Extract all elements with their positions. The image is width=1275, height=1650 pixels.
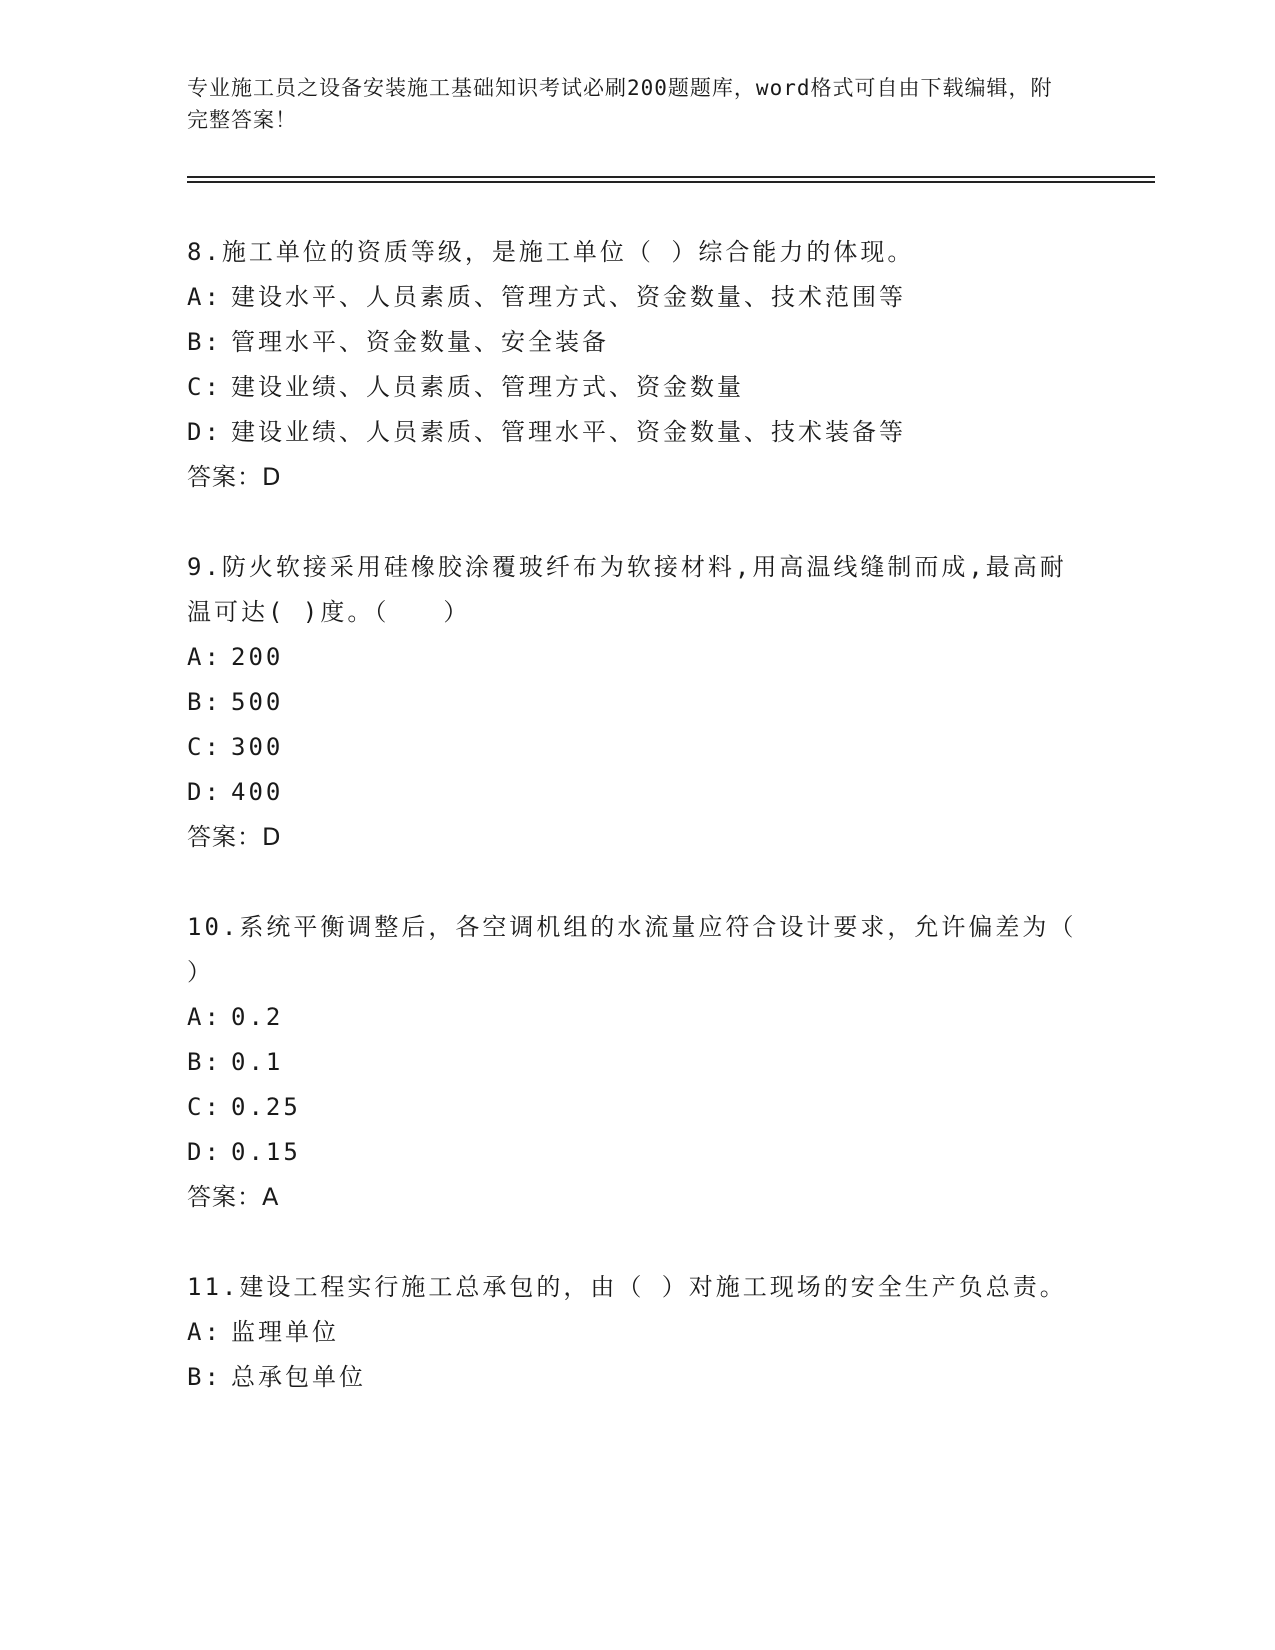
option-key: D: [187,418,222,446]
answer-line: 答案：A [187,1183,280,1211]
option-text: 管理水平、资金数量、安全装备 [231,328,609,356]
option-d [187,1130,1087,1175]
option-text: 总承包单位 [231,1363,366,1391]
question-11 [187,1265,1087,1400]
option-text: 建设水平、人员素质、管理方式、资金数量、技术范围等 [231,283,906,311]
question-10 [187,905,1087,1220]
option-text: 建设业绩、人员素质、管理水平、资金数量、技术装备等 [231,418,906,446]
document-header: 专业施工员之设备安装施工基础知识考试必刷200题题库，word格式可自由下载编辑，附完整答案！ [187,76,1053,132]
option-text: 300 [231,733,284,761]
answer-line: 答案：D [187,463,282,491]
option-key: B: [187,328,222,356]
option-text: 0.15 [231,1138,301,1166]
option-b [187,320,1087,365]
option-c [187,725,1087,770]
option-key: A: [187,283,222,311]
option-key: B: [187,1048,222,1076]
answer-line: 答案：D [187,823,282,851]
option-text: 0.2 [231,1003,284,1031]
option-key: A: [187,1003,222,1031]
option-text: 500 [231,688,284,716]
option-c [187,365,1087,410]
option-d [187,410,1087,455]
option-key: D: [187,778,222,806]
option-a [187,275,1087,320]
option-text: 200 [231,643,284,671]
option-text: 0.1 [231,1048,284,1076]
option-key: C: [187,733,222,761]
question-list [187,230,1087,1445]
option-text: 监理单位 [231,1318,339,1346]
option-d [187,770,1087,815]
option-key: D: [187,1138,222,1166]
option-key: A: [187,1318,222,1346]
option-b [187,680,1087,725]
option-b [187,1040,1087,1085]
option-key: C: [187,1093,222,1121]
option-key: A: [187,643,222,671]
option-key: C: [187,373,222,401]
question-stem: 11.建设工程实行施工总承包的，由（ ）对施工现场的安全生产负总责。 [187,1273,1067,1301]
option-a [187,1310,1087,1355]
option-text: 400 [231,778,284,806]
question-8 [187,230,1087,500]
option-text: 建设业绩、人员素质、管理方式、资金数量 [231,373,744,401]
option-a [187,635,1087,680]
option-key: B: [187,688,222,716]
question-stem: 8.施工单位的资质等级，是施工单位（ ）综合能力的体现。 [187,238,915,266]
option-text: 0.25 [231,1093,301,1121]
option-a [187,995,1087,1040]
question-stem: 9.防火软接采用硅橡胶涂覆玻纤布为软接材料,用高温线缝制而成,最高耐温可达( )度。（ ） [187,553,1067,626]
question-stem: 10.系统平衡调整后，各空调机组的水流量应符合设计要求，允许偏差为（ ） [187,913,1077,986]
header-divider [187,176,1155,183]
option-key: B: [187,1363,222,1391]
option-c [187,1085,1087,1130]
question-9 [187,545,1087,860]
option-b [187,1355,1087,1400]
